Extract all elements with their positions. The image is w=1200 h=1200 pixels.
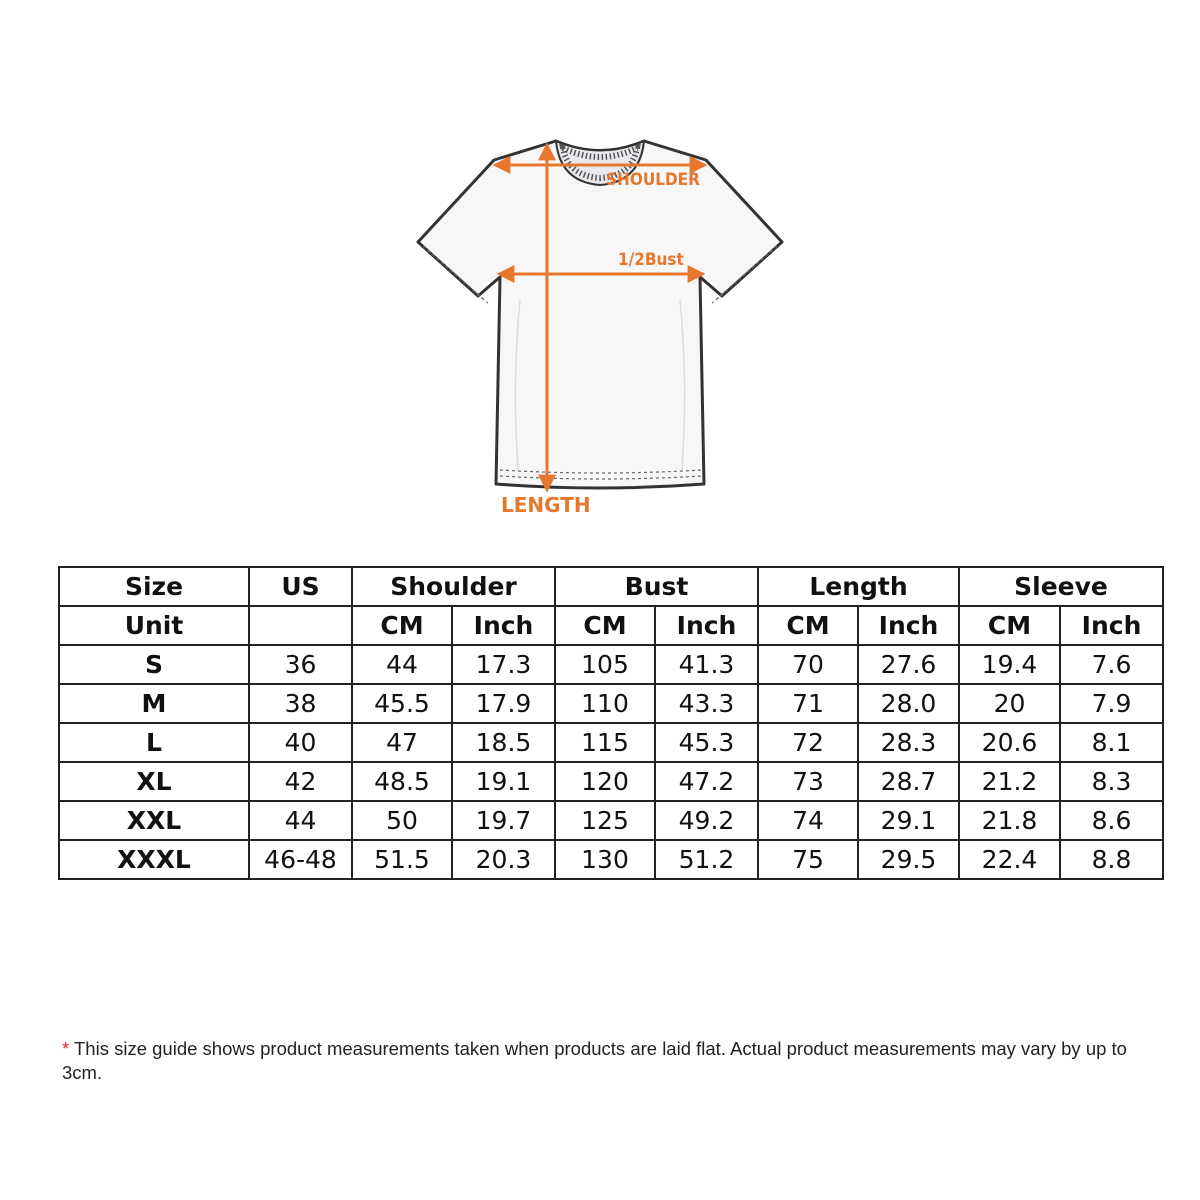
table-cell: 49.2	[655, 801, 758, 840]
table-cell-size: XXL	[59, 801, 249, 840]
unit-cell: Inch	[655, 606, 758, 645]
table-cell: 51.5	[352, 840, 452, 879]
table-cell: 43.3	[655, 684, 758, 723]
table-cell: 19.7	[452, 801, 555, 840]
table-header-row	[59, 567, 1163, 606]
table-row	[59, 801, 1163, 840]
table-cell: 20.6	[959, 723, 1060, 762]
header-size: Size	[59, 567, 249, 606]
length-label: LENGTH	[501, 493, 591, 517]
table-cell: 44	[352, 645, 452, 684]
table-cell: 115	[555, 723, 655, 762]
note-asterisk: *	[62, 1038, 70, 1059]
table-cell: 19.4	[959, 645, 1060, 684]
table-cell: 44	[249, 801, 352, 840]
table-cell: 40	[249, 723, 352, 762]
unit-cell: CM	[758, 606, 858, 645]
table-cell: 73	[758, 762, 858, 801]
table-cell: 74	[758, 801, 858, 840]
table-cell: 8.1	[1060, 723, 1163, 762]
table-cell: 42	[249, 762, 352, 801]
table-row	[59, 840, 1163, 879]
table-cell: 48.5	[352, 762, 452, 801]
table-cell: 75	[758, 840, 858, 879]
unit-cell	[249, 606, 352, 645]
table-unit-row	[59, 606, 1163, 645]
table-cell: 38	[249, 684, 352, 723]
unit-cell: Inch	[858, 606, 959, 645]
table-cell: 8.3	[1060, 762, 1163, 801]
size-table	[58, 566, 1164, 880]
table-cell: 18.5	[452, 723, 555, 762]
table-cell: 120	[555, 762, 655, 801]
table-cell-size: XXXL	[59, 840, 249, 879]
table-cell: 8.8	[1060, 840, 1163, 879]
table-row	[59, 723, 1163, 762]
table-cell: 17.3	[452, 645, 555, 684]
table-cell: 28.0	[858, 684, 959, 723]
table-cell: 29.5	[858, 840, 959, 879]
unit-cell: Inch	[1060, 606, 1163, 645]
table-cell: 130	[555, 840, 655, 879]
table-cell: 71	[758, 684, 858, 723]
table-cell-size: L	[59, 723, 249, 762]
table-cell-size: M	[59, 684, 249, 723]
table-row	[59, 762, 1163, 801]
table-cell: 36	[249, 645, 352, 684]
table-cell-size: S	[59, 645, 249, 684]
table-cell: 17.9	[452, 684, 555, 723]
table-cell: 28.3	[858, 723, 959, 762]
table-cell: 29.1	[858, 801, 959, 840]
table-cell: 7.9	[1060, 684, 1163, 723]
note-text: This size guide shows product measurements taken when products are laid flat. Actual product measurements may vary by up to 3cm.	[62, 1038, 1127, 1083]
unit-cell: CM	[555, 606, 655, 645]
table-cell: 45.3	[655, 723, 758, 762]
table-cell: 72	[758, 723, 858, 762]
header-sleeve: Sleeve	[959, 567, 1163, 606]
table-cell: 27.6	[858, 645, 959, 684]
tshirt-diagram	[0, 0, 1200, 540]
table-cell: 45.5	[352, 684, 452, 723]
table-cell: 51.2	[655, 840, 758, 879]
header-bust: Bust	[555, 567, 758, 606]
table-cell: 70	[758, 645, 858, 684]
table-row	[59, 645, 1163, 684]
table-cell: 8.6	[1060, 801, 1163, 840]
bust-label: 1/2Bust	[618, 250, 684, 270]
table-cell: 47.2	[655, 762, 758, 801]
table-cell: 20.3	[452, 840, 555, 879]
table-cell: 7.6	[1060, 645, 1163, 684]
table-cell: 110	[555, 684, 655, 723]
header-us: US	[249, 567, 352, 606]
table-cell: 46-48	[249, 840, 352, 879]
unit-cell: CM	[352, 606, 452, 645]
unit-cell: CM	[959, 606, 1060, 645]
tshirt-outline	[418, 141, 782, 488]
table-cell: 28.7	[858, 762, 959, 801]
table-cell: 105	[555, 645, 655, 684]
header-shoulder: Shoulder	[352, 567, 555, 606]
unit-cell: Inch	[452, 606, 555, 645]
table-row	[59, 684, 1163, 723]
table-cell: 21.2	[959, 762, 1060, 801]
table-cell-size: XL	[59, 762, 249, 801]
table-cell: 50	[352, 801, 452, 840]
table-cell: 19.1	[452, 762, 555, 801]
table-cell: 21.8	[959, 801, 1060, 840]
table-cell: 22.4	[959, 840, 1060, 879]
size-guide-note	[62, 1037, 1152, 1085]
table-cell: 41.3	[655, 645, 758, 684]
shoulder-label: SHOULDER	[606, 170, 700, 190]
unit-cell: Unit	[59, 606, 249, 645]
table-cell: 47	[352, 723, 452, 762]
table-cell: 20	[959, 684, 1060, 723]
header-length: Length	[758, 567, 959, 606]
table-cell: 125	[555, 801, 655, 840]
